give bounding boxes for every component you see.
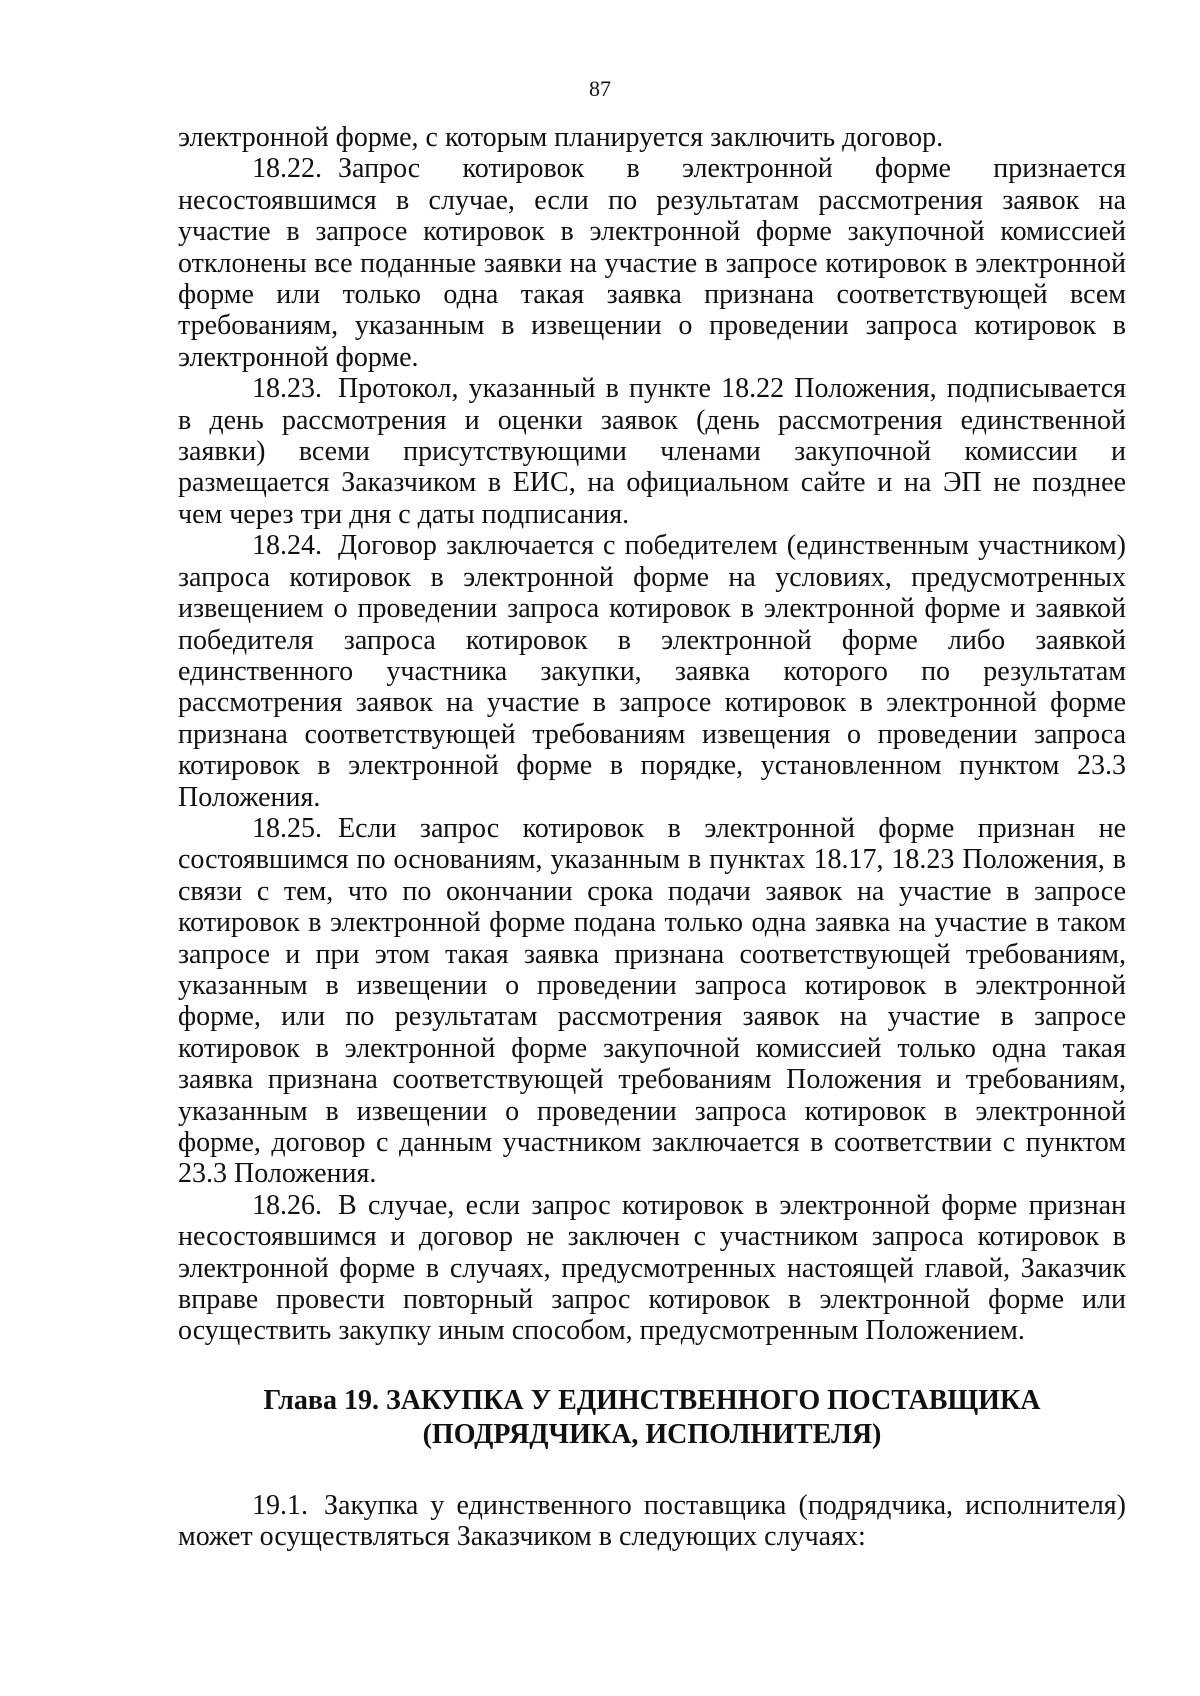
paragraph-number: 19.1.: [252, 1489, 308, 1521]
document-body: [178, 122, 1126, 1553]
paragraph-18-25: [178, 813, 1126, 1190]
paragraph-number: 18.22.: [252, 153, 322, 185]
chapter-heading-line-1: Глава 19. ЗАКУПКА У ЕДИНСТВЕННОГО ПОСТАВЩИКА: [263, 1384, 1041, 1416]
paragraph-18-23: [178, 373, 1126, 530]
paragraph-19-1: [178, 1490, 1126, 1553]
paragraph-18-24: [178, 530, 1126, 813]
paragraph-text: Закупка у единственного поставщика (подрядчика, исполнителя) может осуществляться Заказчиком в следующих случаях:: [178, 1489, 1126, 1553]
paragraph-text: Если запрос котировок в электронной форме признан не состоявшимся по основаниям, указанным в пунктах 18.17, 18.23 Положения, в связи с тем, что по окончании срока подачи заявок на участие в запросе котировок в электронной форме подана только одна заявка на участие в таком запросе и при этом такая заявка признана соответствующей требованиям, указанным в извещении о проведении запроса котировок в электронной форме, или по результатам рассмотрения заявок на участие в запросе котировок в электронной форме закупочной комиссией только одна такая заявка признана соответствующей требованиям Положения и требованиям, указанным в извещении о проведении запроса котировок в электронной форме, договор с данным участником заключается в соответствии с пунктом 23.3 Положения.: [178, 812, 1126, 1190]
page-number: 87: [589, 76, 611, 101]
paragraph-text: Договор заключается с победителем (единственным участником) запроса котировок в электронной форме на условиях, предусмотренных извещением о проведении запроса котировок в электронной форме и заявкой победителя запроса котировок в электронной форме либо заявкой единственного участника закупки, заявка которого по результатам рассмотрения заявок на участие в запросе котировок в электронной форме признана соответствующей требованиям извещения о проведении запроса котировок в электронной форме в порядке, установленном пунктом 23.3 Положения.: [178, 530, 1126, 813]
continuation-paragraph: электронной форме, с которым планируется заключить договор.: [178, 122, 944, 153]
paragraph-number: 18.24.: [252, 530, 322, 562]
chapter-heading: [178, 1384, 1126, 1452]
paragraph-number: 18.23.: [252, 373, 322, 405]
paragraph-text: В случае, если запрос котировок в электронной форме признан несостоявшимся и договор не заключен с участником запроса котировок в электронной форме в случаях, предусмотренных настоящей главой, Заказчик вправе провести повторный запрос котировок в электронной форме или осуществить закупку иным способом, предусмотренным Положением.: [178, 1189, 1126, 1347]
paragraph-18-26: [178, 1190, 1126, 1347]
paragraph-number: 18.26.: [252, 1189, 322, 1221]
paragraph-text: Протокол, указанный в пункте 18.22 Положения, подписывается в день рассмотрения и оценки заявок (день рассмотрения единственной заявки) всеми присутствующими членами закупочной комиссии и размещается Заказчиком в ЕИС, на официальном сайте и на ЭП не позднее чем через три дня с даты подписания.: [178, 373, 1126, 530]
chapter-heading-line-2: (ПОДРЯДЧИКА, ИСПОЛНИТЕЛЯ): [422, 1418, 882, 1450]
paragraph-text: Запрос котировок в электронной форме признается несостоявшимся в случае, если по результатам рассмотрения заявок на участие в запросе котировок в электронной форме закупочной комиссией отклонены все поданные заявки на участие в запросе котировок в электронной форме или только одна такая заявка признана соответствующей всем требованиям, указанным в извещении о проведении запроса котировок в электронной форме.: [178, 153, 1126, 373]
paragraph-number: 18.25.: [252, 812, 322, 844]
paragraph-18-22: [178, 153, 1126, 373]
